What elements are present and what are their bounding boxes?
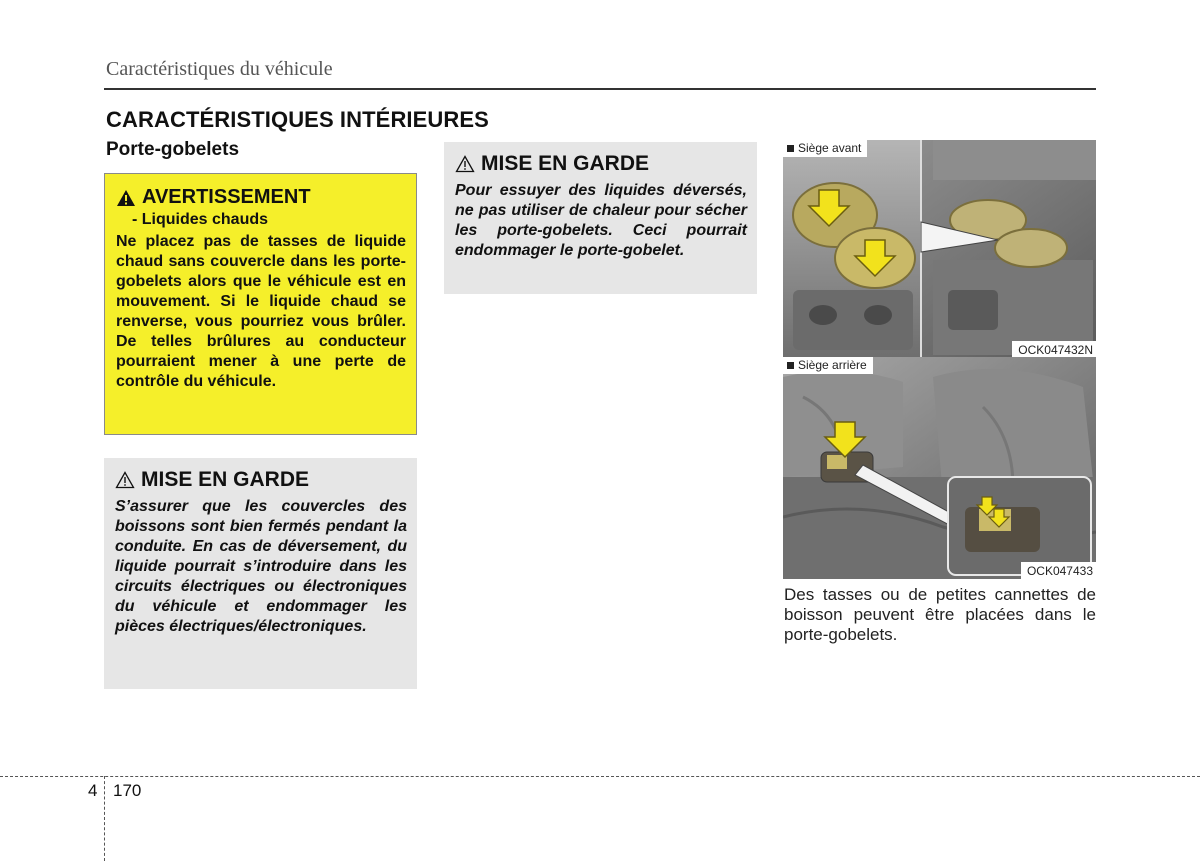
footer-rule [0,776,1200,777]
warning-title: AVERTISSEMENT [142,186,311,208]
caution-box-middle [444,142,757,294]
square-bullet-icon [787,362,794,369]
caution-middle-body: Pour essuyer des liquides déversés, ne pas utiliser de chaleur pour sécher les porte-gobelets. Ceci pourrait endommager le porte-gobelet. [455,182,747,259]
photo-caption: Des tasses ou de petites cannettes de boisson peuvent être placées dans le porte-gobelets. [784,585,1096,644]
front-photo-label-text: Siège avant [798,141,862,155]
warning-body: Ne placez pas de tasses de liquide chaud sans couvercle dans les porte-gobelets alors que le véhicule est en mouvement. Si le liquide chaud se renverse, vous pourriez vous brûler. De telles brûlures au conducteur pourraient mener à une perte de contrôle du véhicule. [116,233,406,390]
warning-triangle-icon [116,189,136,207]
front-cupholder-illustration [783,140,1096,358]
header-rule [104,88,1096,90]
rear-cupholder-illustration [783,357,1096,579]
caution-triangle-icon [115,471,135,489]
warning-subtitle: - Liquides chauds [132,211,269,228]
front-photo-code: OCK047432N [1012,341,1096,358]
rear-seat-cupholder-photo [783,357,1096,579]
subsection-title: Porte-gobelets [106,139,240,160]
rear-photo-code: OCK047433 [1021,562,1096,579]
warning-box [104,173,417,435]
rear-photo-label-text: Siège arrière [798,358,867,372]
footer-divider [104,776,105,861]
caution-middle-title: MISE EN GARDE [481,152,650,175]
caution-left-body: S’assurer que les couvercles des boissons sont bien fermés pendant la conduite. En cas de déversement, du liquide pourrait s’introduire dans les circuits électriques ou électroniques du véhicule et endommager les pièces électriques/électroniques. [115,498,407,635]
caution-box-left [104,458,417,689]
caution-triangle-icon [455,155,475,173]
caution-left-title: MISE EN GARDE [141,468,310,491]
rear-photo-label [783,357,873,374]
section-title: CARACTÉRISTIQUES INTÉRIEURES [106,107,489,132]
chapter-number: 4 [88,781,98,800]
running-title: Caractéristiques du véhicule [106,58,333,80]
front-photo-label [783,140,867,157]
front-seat-cupholder-photo [783,140,1096,358]
page-number: 170 [113,781,142,800]
square-bullet-icon [787,145,794,152]
